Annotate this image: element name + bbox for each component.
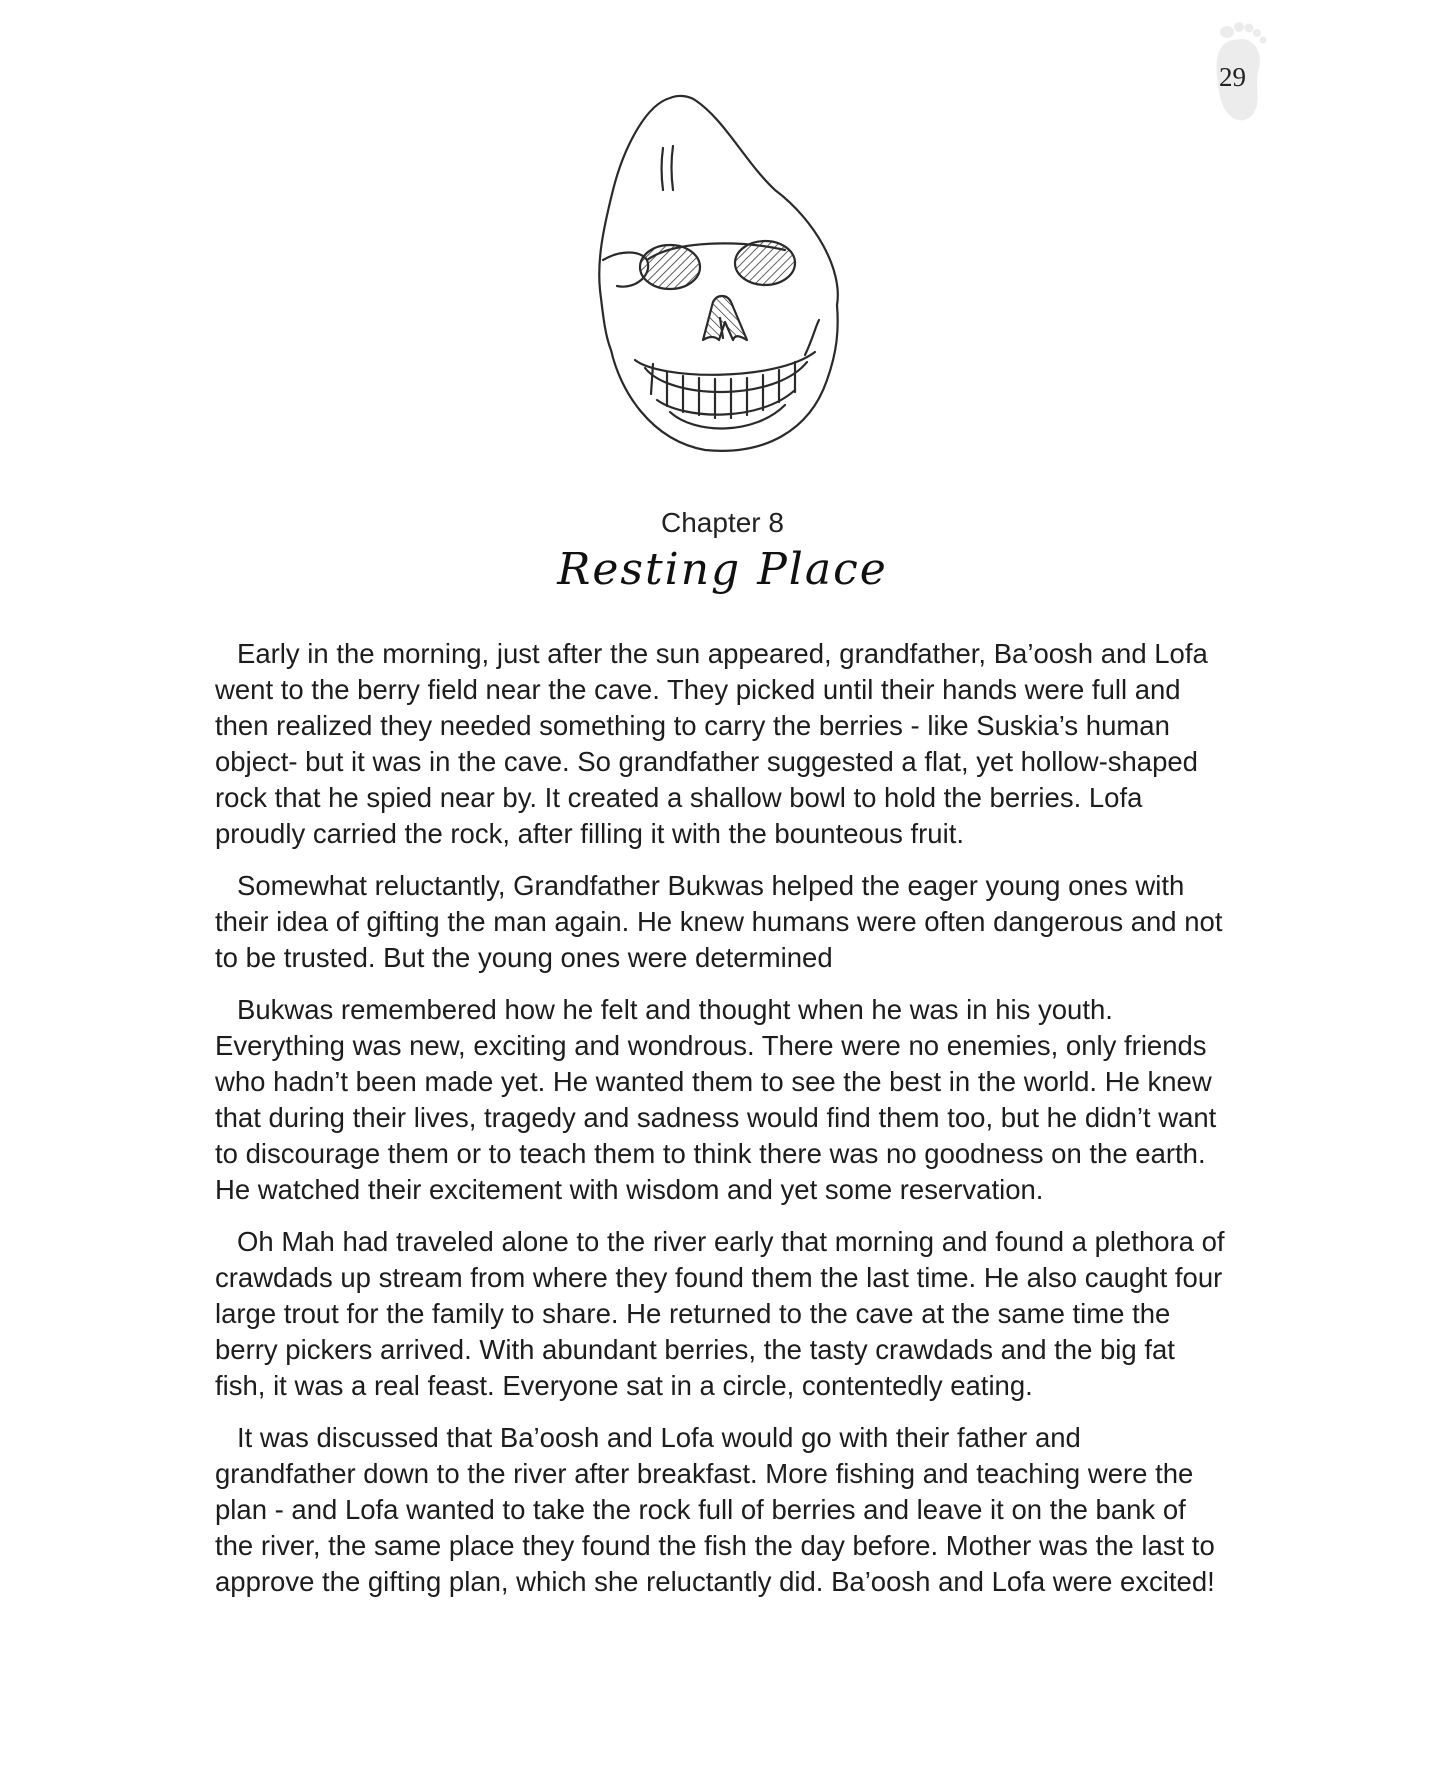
paragraph: Early in the morning, just after the sun appeared, grandfather, Ba’oosh and Lofa went to the berry field near the cave. They picked until their hands were full and then realized they needed something to carry the berries - like Suskia’s human object- but it was in the cave. So grandfather suggested a flat, yet hollow-shaped rock that he spied near by. It created a shallow bowl to hold the berries. Lofa proudly carried the rock, after filling it with the bounteous fruit.	[215, 638, 1208, 849]
paragraph: Bukwas remembered how he felt and thought when he was in his youth. Everything was new, exciting and wondrous. There were no enemies, only friends who hadn’t been made yet. He wanted them to see the best in the world. He knew that during their lives, tragedy and sadness would find them too, but he didn’t want to discourage them or to teach them to think there was no goodness on the earth. He watched their excitement with wisdom and yet some reservation.	[215, 994, 1217, 1205]
chapter-title: Resting Place	[557, 544, 888, 595]
paragraph: It was discussed that Ba’oosh and Lofa would go with their father and grandfather down to the river after breakfast. More fishing and teaching were the plan - and Lofa wanted to take the rock full of berries and leave it on the bank of the river, the same place they found the fish the day before. Mother was the last to approve the gifting plan, which she reluctantly did. Ba’oosh and Lofa were excited!	[215, 1422, 1215, 1597]
skull-illustration	[575, 90, 865, 470]
page-number: 29	[1219, 62, 1246, 92]
body-text	[215, 636, 1225, 1616]
chapter-label: Chapter 8	[661, 507, 784, 538]
paragraph: Somewhat reluctantly, Grandfather Bukwas helped the eager young ones with their idea of gifting the man again. He knew humans were often dangerous and not to be trusted. But the young ones were determined	[215, 870, 1223, 973]
page-number-badge	[1205, 18, 1275, 128]
paragraph: Oh Mah had traveled alone to the river early that morning and found a plethora of crawdads up stream from where they found them the last time. He also caught four large trout for the family to share. He returned to the cave at the same time the berry pickers arrived. With abundant berries, the tasty crawdads and the big fat fish, it was a real feast. Everyone sat in a circle, contentedly eating.	[215, 1226, 1225, 1401]
